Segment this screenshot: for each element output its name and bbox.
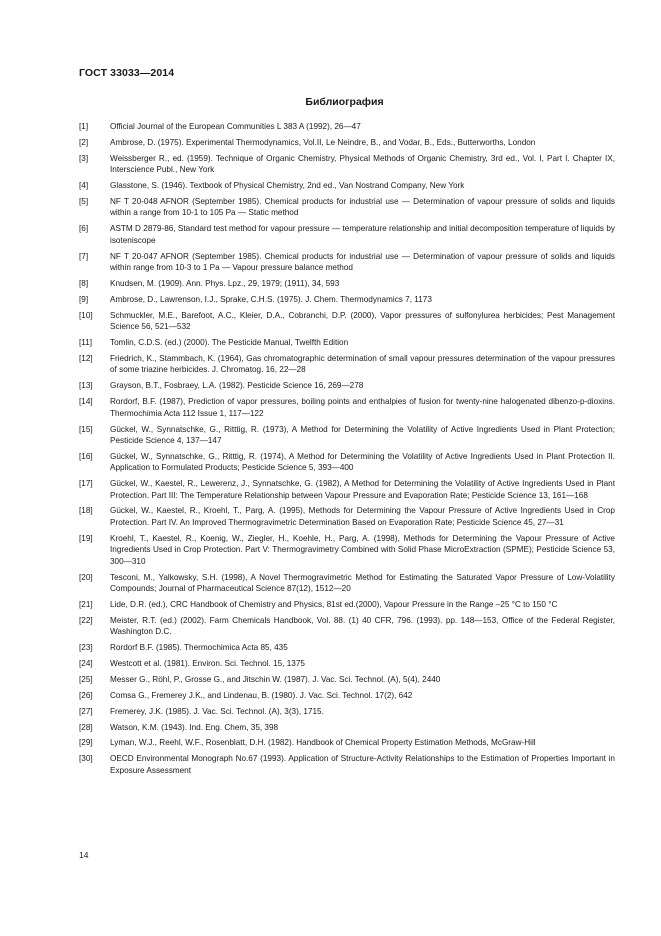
reference-item (79, 737, 615, 748)
reference-number: [18] (79, 506, 93, 516)
reference-text: Friedrich, K., Stammbach, K. (1964), Gas chromatographic determination of small vapour pressures determination of the vapour pressures of some triazine herbicides. J. Chromatog. 16, 22—28 (110, 354, 615, 375)
reference-item (79, 478, 615, 501)
reference-item (79, 196, 615, 219)
reference-text: NF T 20-048 AFNOR (September 1985). Chemical products for industrial use — Determination of vapour pressure of solids and liquids within a range from 10-1 to 105 Pa — Static method (110, 197, 615, 218)
standard-designation: ГОСТ 33033—2014 (79, 67, 175, 79)
reference-item (79, 505, 615, 528)
reference-item (79, 153, 615, 176)
reference-item (79, 533, 615, 567)
reference-text: Schmuckler, M.E., Barefoot, A.C., Kleier, D.A., Cobranchi, D.P. (2000), Vapor pressures of sulfonylurea herbicides; Pest Management Science 56, 521—532 (110, 310, 615, 332)
reference-item (79, 180, 615, 191)
reference-number: [12] (79, 354, 93, 363)
reference-item (79, 137, 615, 148)
reference-text: NF T 20-047 AFNOR (September 1985). Chemical products for industrial use — Determination of vapour pressure of solids and liquids within range from 10-3 to 1 Pa — Vapour pressure balance method (110, 251, 615, 273)
reference-item (79, 690, 615, 701)
reference-number: [27] (79, 706, 93, 716)
reference-number: [3] (79, 153, 89, 163)
reference-text: Fremerey, J.K. (1985). J. Vac. Sci. Technol. (A), 3(3), 1715. (110, 706, 324, 716)
reference-text: Kroehl, T., Kaestel, R., Koenig, W., Ziegler, H., Koehle, H., Parg, A. (1998), Methods for Determining the Vapour Pressure of Active Ingredients Used in Crop Protection. Part V: Thermogravimetry Combined with Solid Phase MicroExtraction (SPME); Pesticide Science 53, 300—310 (110, 533, 615, 566)
reference-number: [5] (79, 197, 89, 207)
reference-item (79, 706, 615, 717)
reference-number: [20] (79, 572, 93, 582)
reference-item (79, 380, 615, 391)
reference-item (79, 674, 615, 685)
reference-item (79, 753, 615, 776)
reference-number: [2] (79, 137, 89, 147)
reference-number: [15] (79, 424, 93, 434)
reference-number: [4] (79, 181, 89, 191)
reference-text: Gückel, W., Kaestel, R., Lewerenz, J., Synnatschke, G. (1982), A Method for Determining the Volatility of Active Ingredients Used in Plant Protection. Part III: The Temperature Relationship between Vapour Pressure and Evaporation Rate; Pesticide Science 13, 161—168 (110, 479, 615, 500)
reference-number: [7] (79, 251, 89, 261)
reference-list (79, 121, 615, 781)
reference-text: Gückel, W., Synnatschke, G., Ritttig, R. (1974), A Method for Determining the Volatility of Active Ingredients Used in Plant Protection II. Application to Formulated Products; Pesticide Science 5, 393—400 (110, 451, 615, 473)
reference-item (79, 615, 615, 638)
reference-number: [29] (79, 738, 93, 748)
reference-number: [9] (79, 294, 89, 304)
reference-number: [1] (79, 122, 89, 131)
reference-number: [25] (79, 674, 93, 684)
reference-number: [26] (79, 690, 93, 700)
reference-item (79, 599, 615, 610)
reference-text: Lyman, W.J., Reehl, W.F., Rosenblatt, D.H. (1982). Handbook of Chemical Property Estimation Methods, McGraw-Hill (110, 738, 536, 748)
reference-text: Rordorf, B.F. (1987), Prediction of vapor pressures, boiling points and enthalpies of fusion for twenty-nine halogenated dibenzo-p-dioxins. Thermochimia Acta 112 Issue 1, 117—122 (110, 397, 615, 418)
reference-text: Tomlin, C.D.S. (ed.) (2000). The Pesticide Manual, Twelfth Edition (110, 338, 349, 348)
reference-text: Lide, D.R. (ed.), CRC Handbook of Chemistry and Physics, 81st ed.(2000), Vapour Pressure in the Range –25 °C to 150 °C (110, 599, 558, 609)
reference-text: OECD Environmental Monograph No.67 (1993). Application of Structure-Activity Relationships to the Estimation of Properties Important in Exposure Assessment (110, 754, 615, 775)
page-number: 14 (79, 850, 89, 860)
reference-item (79, 337, 615, 348)
reference-number: [13] (79, 381, 93, 391)
reference-text: Gückel, W., Kaestel, R., Kroehl, T., Parg, A. (1995), Methods for Determining the Vapour Pressure of Active Ingredients Used in Crop Protection. Part IV. An Improved Thermogravimetric Determination Based on Evaporation Rate; Pesticide Science 45, 27—31 (110, 506, 615, 527)
bibliography-title: Библиография (305, 96, 384, 108)
reference-text: Grayson, B.T., Fosbraey, L.A. (1982). Pesticide Science 16, 269—278 (110, 381, 364, 391)
reference-text: Ambrose, D. (1975). Experimental Thermodynamics, Vol.II, Le Neindre, B., and Vodar, B., Eds., Butterworths, London (110, 137, 536, 147)
reference-number: [16] (79, 451, 93, 461)
reference-number: [28] (79, 722, 93, 732)
reference-item (79, 424, 615, 447)
reference-text: Gückel, W., Synnatschke, G., Ritttig, R. (1973), A Method for Determining the Volatility of Active Ingredients Used in Plant Protection; Pesticide Science 4, 137—147 (110, 424, 615, 445)
reference-item (79, 658, 615, 669)
reference-number: [19] (79, 533, 93, 543)
reference-item (79, 572, 615, 595)
reference-text: Watson, K.M. (1943). Ind. Eng. Chem, 35, 398 (110, 722, 279, 732)
reference-item (79, 396, 615, 419)
reference-text: ASTM D 2879-86, Standard test method for vapour pressure — temperature relationship and initial decomposition temperature of liquids by isoteniscope (110, 224, 615, 245)
reference-number: [10] (79, 310, 93, 320)
reference-item (79, 294, 615, 305)
reference-number: [23] (79, 643, 93, 653)
reference-text: Westcott et al. (1981). Environ. Sci. Technol. 15, 1375 (110, 658, 305, 668)
reference-text: Glasstone, S. (1946). Textbook of Physical Chemistry, 2nd ed., Van Nostrand Company, New York (110, 181, 465, 191)
reference-number: [30] (79, 754, 93, 764)
reference-number: [17] (79, 479, 93, 489)
reference-text: Knudsen, M. (1909). Ann. Phys. Lpz., 29, 1979; (1911), 34, 593 (110, 278, 340, 288)
reference-text: Tesconi, M., Yalkowsky, S.H. (1998), A Novel Thermogravimetric Method for Estimating the Saturated Vapor Pressure of Low-Volatility Compounds; Journal of Pharmaceutical Science 87(12), 1512—20 (110, 572, 615, 593)
reference-item (79, 278, 615, 289)
reference-item (79, 722, 615, 733)
reference-text: Messer G., Röhl, P., Grosse G., and Jitschin W. (1987). J. Vac. Sci. Technol. (A), 5(4), 2440 (110, 674, 441, 684)
reference-number: [21] (79, 599, 93, 609)
reference-number: [11] (79, 338, 93, 348)
reference-item (79, 121, 615, 132)
reference-item (79, 353, 615, 376)
reference-text: Weissberger R., ed. (1959). Technique of Organic Chemistry, Physical Methods of Organic Chemistry, 3rd ed., Vol. I, Part I. Chapter IX, Interscience Publ., New York (110, 153, 615, 175)
reference-text: Ambrose, D., Lawrenson, I.J., Sprake, C.H.S. (1975). J. Chem. Thermodynamics 7, 1173 (110, 294, 432, 304)
reference-text: Comsa G., Fremerey J.K., and Lindenau, B. (1980). J. Vac. Sci. Technol. 17(2), 642 (110, 690, 413, 700)
reference-number: [22] (79, 615, 93, 625)
reference-number: [8] (79, 278, 89, 288)
reference-number: [6] (79, 224, 89, 234)
reference-item (79, 223, 615, 246)
reference-item (79, 310, 615, 333)
reference-item (79, 251, 615, 274)
reference-item (79, 451, 615, 474)
reference-text: Meister, R.T. (ed.) (2002). Farm Chemicals Handbook, Vol. 88. (1) 40 CFR, 796. (1993). pp. 148—153, Office of the Federal Register, Washington D.C. (110, 615, 615, 637)
reference-item (79, 642, 615, 653)
reference-number: [24] (79, 658, 93, 668)
reference-text: Official Journal of the European Communities L 383 A (1992), 26—47 (110, 122, 361, 131)
reference-number: [14] (79, 397, 93, 407)
reference-text: Rordorf B.F. (1985). Thermochimica Acta 85, 435 (110, 643, 288, 653)
